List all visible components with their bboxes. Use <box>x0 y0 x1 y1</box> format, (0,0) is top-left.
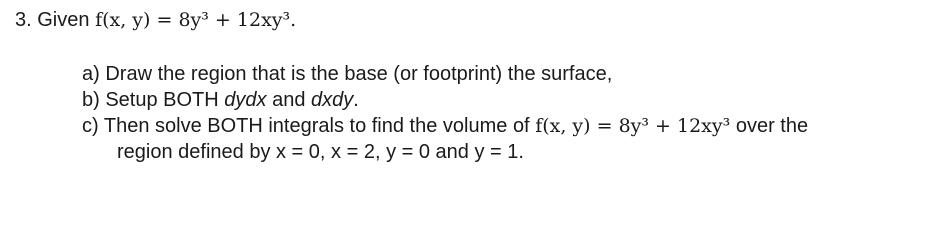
part-b-text: b) Setup BOTH dydx and dxdy. <box>82 89 359 111</box>
integration-order-dydx: dydx <box>224 89 267 111</box>
function-definition: f(x, y) = 8y³ + 12xy³. <box>95 9 297 31</box>
volume-function: f(x, y) = 8y³ + 12xy³ <box>535 115 731 137</box>
part-a-text: a) Draw the region that is the base (or footprint) the surface, <box>82 63 613 85</box>
region-definition: region defined by x = 0, x = 2, y = 0 and y = 1. <box>117 141 524 163</box>
part-c-text: c) Then solve BOTH integrals to find the volume of f(x, y) = 8y³ + 12xy³ over the <box>82 115 809 137</box>
question-number: 3. <box>15 9 32 31</box>
integration-order-dxdy: dxdy <box>311 89 354 111</box>
question-header <box>15 8 296 32</box>
question-intro: Given <box>37 9 90 31</box>
